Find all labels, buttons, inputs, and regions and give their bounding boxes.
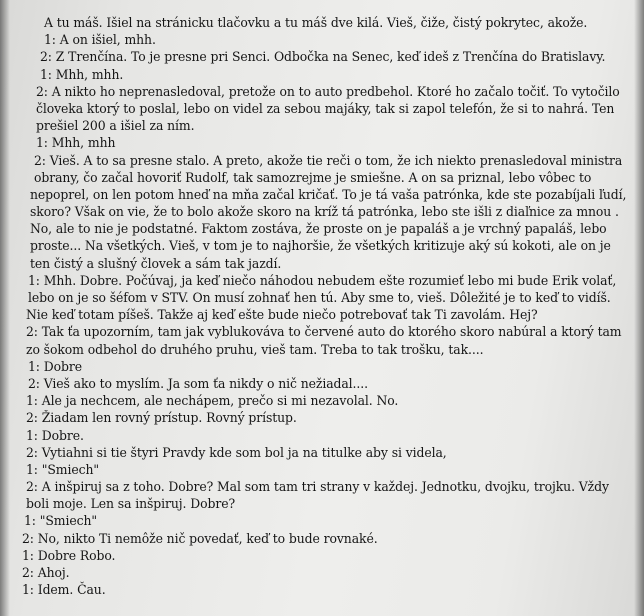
transcript-line: proste... Na všetkých. Vieš, v tom je to najhoršie, že všetkých kritizuje aký sú kokoti, ale on je [30, 238, 611, 254]
transcript-line: lebo on je so šéfom v STV. On musí zohnať hen tú. Aby sme to, vieš. Dôležité je to keď to vidíš. [28, 290, 611, 305]
transcript-line: prešiel 200 a išiel za ním. [36, 118, 195, 134]
transcript-line: človeka ktorý to poslal, lebo on videl za sebou majáky, tak si zapol telefón, že si to nahrá. Ten [36, 100, 615, 116]
transcript-line: skoro? Však on vie, že to bolo akože skoro na kríž tá patrónka, lebo ste išli z diaľnice za mnou . [30, 204, 619, 220]
transcript-line: No, ale to nie je podstatné. Faktom zostáva, že proste on je papaláš a je vrchný papaláš, lebo [30, 221, 607, 237]
transcript-line: 1: Dobre Robo. [22, 547, 116, 563]
transcript-line: 2: Vieš. A to sa presne stalo. A preto, akože tie reči o tom, že ich niekto prenasledoval ministra [34, 152, 623, 168]
transcript-line: A tu máš. Išiel na stránicku tlačovku a tu máš dve kilá. Vieš, čiže, čistý pokrytec, akože. [44, 15, 588, 30]
transcript-line: 2: Tak ťa upozorním, tam jak vyblukovávа to červené auto do ktorého skoro nabúral a ktorý tam [26, 324, 622, 340]
transcript-line: 1: Mhh, mhh [36, 135, 116, 151]
transcript-line: 1: Dobre. [26, 427, 84, 443]
transcript-line: Nie keď totam píšeš. Takže aj keď ešte bude niečo potrebovať tak Ti zavolám. Hej? [26, 307, 538, 323]
transcript-line: obrany, čo začal hovoriť Rudolf, tak samozrejme je smiešne. A on sa priznal, lebo vôbec to [34, 169, 592, 185]
transcript-line: 2: Vieš ako to myslím. Ja som ťa nikdy o nič nežiadal.... [28, 375, 368, 391]
transcript-line: 1: Idem. Čau. [22, 582, 106, 598]
transcript-line: 1: "Smiech" [26, 461, 99, 477]
transcript-text [22, 14, 638, 598]
transcript-line: zo šokom odbehol do druhého pruhu, vieš tam. Treba to tak trošku, tak.... [26, 341, 484, 357]
transcript-line: 2: Z Trenčína. To je presne pri Senci. Odbočka na Senec, keď ideš z Trenčína do Bratislavy. [40, 49, 606, 65]
page-shadow-left [0, 0, 10, 616]
transcript-line: 1: Mhh, mhh. [40, 66, 124, 82]
transcript-line: 2: A inšpiruj sa z toho. Dobre? Mal som tam tri strany v každej. Jednotku, dvojku, trojku. Vždy [26, 479, 609, 495]
transcript-line: ten čistý a slušný človek a sám tak jazdí. [30, 255, 282, 271]
transcript-line: 2: A nikto ho neprenasledoval, pretože on to auto predbehol. Ktoré ho začalo točiť. To vytočilo [36, 83, 620, 99]
transcript-line: 2: Žiadam len rovný prístup. Rovný prístup. [26, 410, 297, 426]
transcript-line: 2: Vytiahni si tie štyri Pravdy kde som bol ja na titulke aby si videla, [26, 444, 447, 460]
transcript-line: 2: Ahoj. [22, 565, 70, 580]
transcript-line: 1: "Smiech" [24, 513, 98, 529]
transcript-line: nepoprel, on len potom hneď na mňa začal kričať. To je tá vaša patrónka, kde ste pozabíjali ľudí, [30, 186, 627, 202]
transcript-line: 1: Dobre [28, 358, 82, 374]
transcript-line: 1: A on išiel, mhh. [44, 32, 156, 48]
transcript-line: boli moje. Len sa inšpiruj. Dobre? [26, 496, 236, 512]
transcript-line: 1: Ale ja nechcem, ale nechápem, prečo si mi nezavolal. No. [26, 393, 399, 409]
transcript-line: 2: No, nikto Ti nemôže nič povedať, keď to bude rovnaké. [22, 530, 378, 546]
transcript-line: 1: Mhh. Dobre. Počúvaj, ja keď niečo náhodou nebudem ešte rozumieť lebo mi bude Erik volať, [28, 272, 617, 288]
